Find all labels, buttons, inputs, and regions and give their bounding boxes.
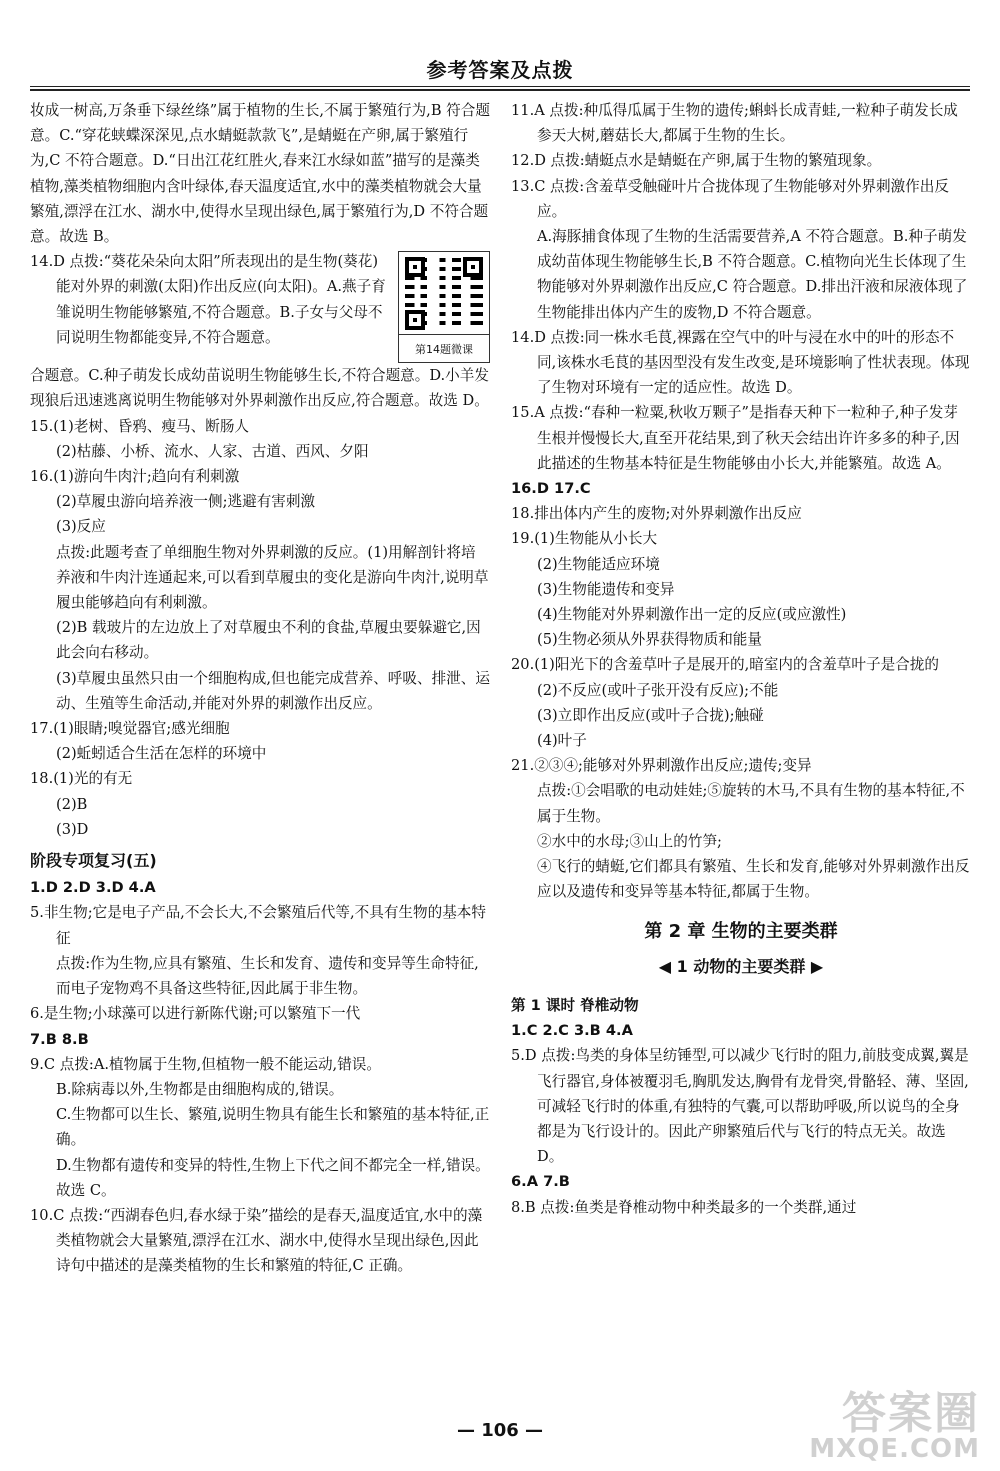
paragraph: 8.B 点拨:鱼类是脊椎动物中种类最多的一个类群,通过 [511,1198,857,1216]
header-rule-thick [30,89,970,91]
paragraph: 5.D 点拨:鸟类的身体呈纺锤型,可以减少飞行时的阻力,前肢变成翼,翼是飞行器官,身体被覆羽毛,胸肌发达,胸骨有龙骨突,骨骼轻、薄、坚固,可减轻飞行时的体重,有独特的气囊,可以帮助呼吸,所以说鸟的全身都是为飞行设计的。因此产卵繁殖后代与飞行的特点无关。故选 D。 [511,1047,969,1166]
paragraph: 14.D 点拨:同一株水毛茛,裸露在空气中的叶与浸在水中的叶的形态不同,该株水毛茛的基因型没有发生改变,是环境影响了性状表现。体现了生物对环境有一定的适应性。故选 D。 [511,328,970,397]
paragraph: (3)立即作出反应(或叶子合拢);触碰 [537,706,764,724]
paragraph: (2)蚯蚓适合生活在怎样的环境中 [56,745,267,763]
paragraph: 点拨:此题考查了单细胞生物对外界刺激的反应。(1)用解剖针将培养液和牛肉汁连通起来,可以看到草履虫的变化是游向牛肉汁,说明草履虫能够趋向有利刺激。 [56,543,489,612]
paragraph: 18.排出体内产生的废物;对外界刺激作出反应 [511,505,802,523]
paragraph: (4)叶子 [537,732,587,750]
paragraph: (5)生物必须从外界获得物质和能量 [537,631,762,649]
paragraph: 合题意。C.种子萌发长成幼苗说明生物能够生长,不符合题意。D.小羊发现狼后迅速逃离说明生物能够对外界刺激作出反应,符合题意。故选 D。 [30,367,489,410]
chapter-heading: 第 2 章 生物的主要类群 [644,920,838,942]
paragraph: 故选 C。 [56,1181,116,1199]
right-column [511,98,971,1220]
paragraph: ④飞行的蜻蜓,它们都具有繁殖、生长和发育,能够对外界刺激作出反应以及遗传和变异等基本特征,都属于生物。 [537,858,970,901]
paragraph: 点拨:作为生物,应具有繁殖、生长和发育、遗传和变异等生命特征,而电子宠物鸡不具备这些特征,因此属于非生物。 [56,954,479,998]
paragraph: 9.C 点拨:A.植物属于生物,但植物一般不能运动,错误。 [30,1055,381,1073]
paragraph: 1.C 2.C 3.B 4.A [511,1022,633,1040]
qr-code-icon [405,257,483,330]
paragraph: 5.非生物;它是电子产品,不会长大,不会繁殖后代等,不具有生物的基本特征 [30,904,486,947]
paragraph: (3)草履虫虽然只由一个细胞构成,但也能完成营养、呼吸、排泄、运动、生殖等生命活动,并能对外界的刺激作出反应。 [56,669,490,712]
paragraph: 13.C 点拨:含羞草受触碰叶片合拢体现了生物能够对外界刺激作出反应。 [511,177,949,220]
page-number: — 106 — [456,1420,544,1441]
paragraph: (4)生物能对外界刺激作出一定的反应(或应激性) [537,606,847,624]
qr-code[interactable] [398,251,490,363]
left-column [30,98,490,1279]
header-rule [30,86,970,87]
watermark-text: 答案圈 [842,1388,980,1439]
paragraph: 17.(1)眼睛;嗅觉器官;感光细胞 [30,720,230,738]
paragraph: D.生物都有遗传和变异的特性,生物上下代之间不都完全一样,错误。 [56,1156,490,1174]
paragraph: ②水中的水母;③山上的竹笋; [537,832,722,850]
paragraph: 点拨:①会唱歌的电动娃娃;⑤旋转的木马,不具有生物的基本特征,不属于生物。 [537,782,965,825]
q14-block [30,249,490,363]
paragraph: 1.D 2.D 3.D 4.A [30,879,156,897]
paragraph: 15.A 点拨:“春种一粒粟,秋收万颗子”是指春天种下一粒种子,种子发芽生根并慢慢长大,直至开花结果,到了秋天会结出许许多多的种子,因此描述的生物基本特征是生物能够由小长大,并能繁殖。故选 A。 [511,404,960,472]
paragraph: (2)枯藤、小桥、流水、人家、古道、西风、夕阳 [56,442,369,460]
paragraph: 20.(1)阳光下的含羞草叶子是展开的,暗室内的含羞草叶子是合拢的 [511,656,939,674]
paragraph: (3)反应 [56,518,106,536]
paragraph: 6.A 7.B [511,1173,570,1191]
watermark [809,1388,980,1464]
header-title: 参考答案及点拨 [426,58,574,82]
paragraph: 6.是生物;小球藻可以进行新陈代谢;可以繁殖下一代 [30,1005,361,1023]
paragraph: (2)B 载玻片的左边放上了对草履虫不利的食盐,草履虫要躲避它,因此会向右移动。 [56,619,481,662]
paragraph: (2)生物能适应环境 [537,555,660,573]
paragraph: A.海豚捕食体现了生物的生活需要营养,A 不符合题意。B.种子萌发成幼苗体现生物能够生长,B 不符合题意。C.植物向光生长体现了生物能够对外界刺激作出反应,C 符合题意。D.排出汗液和尿液体现了生物能排出体内产生的废物,D 不符合题意。 [537,228,968,321]
paragraph: (2)草履虫游向培养液一侧;逃避有害刺激 [56,493,316,511]
paragraph: 11.A 点拨:种瓜得瓜属于生物的遗传;蝌蚪长成青蛙,一粒种子萌发长成参天大树,蘑菇长大,都属于生物的生长。 [511,102,958,145]
paragraph: 14.D 点拨:“葵花朵朵向太阳”所表现出的是生物(葵花)能对外界的刺激(太阳)作出反应(向太阳)。A.燕子育雏说明生物能够繁殖,不符合题意。B.子女与父母不同说明生物都能变异,不符合题意。 [30,253,386,346]
paragraph: 16.D 17.C [511,480,591,498]
lesson-heading: 第 1 课时 脊椎动物 [511,996,639,1014]
paragraph: 妆成一树高,万条垂下绿丝绦”属于植物的生长,不属于繁殖行为,B 符合题意。C.“穿花蛱蝶深深见,点水蜻蜓款款飞”,是蜻蜓在产卵,属于繁殖行为,C 不符合题意。D.“日出江花红胜火,春来江水绿如蓝”描写的是藻类植物,藻类植物细胞内含叶绿体,春天温度适宜,水中的藻类植物就会大量繁殖,漂浮在江水、湖水中,使得水呈现出绿色,属于繁殖行为,D 不符合题意。故选 B。 [30,102,490,246]
paragraph: (2)不反应(或叶子张开没有反应);不能 [537,681,779,699]
section-heading: 阶段专项复习(五) [30,851,157,871]
paragraph: 18.(1)光的有无 [30,770,133,788]
paragraph: 12.D 点拨:蜻蜓点水是蜻蜓在产卵,属于生物的繁殖现象。 [511,152,882,170]
subchapter-heading: ◀ 1 动物的主要类群 ▶ [658,956,824,976]
paragraph: (2)B [56,795,88,813]
paragraph: (3)D [56,820,89,838]
paragraph: (3)生物能遗传和变异 [537,580,675,598]
paragraph: 10.C 点拨:“西湖春色归,春水绿于染”描绘的是春天,温度适宜,水中的藻类植物就会大量繁殖,漂浮在江水、湖水中,使得水呈现出绿色,因此诗句中描述的是藻类植物的生长和繁殖的特征,C 正确。 [30,1206,483,1275]
paragraph: 15.(1)老树、昏鸦、瘦马、断肠人 [30,417,250,435]
paragraph: B.除病毒以外,生物都是由细胞构成的,错误。 [56,1080,344,1098]
watermark-url: MXQE.COM [809,1434,980,1464]
paragraph: C.生物都可以生长、繁殖,说明生物具有能生长和繁殖的基本特征,正确。 [56,1106,490,1149]
paragraph: 21.②③④;能够对外界刺激作出反应;遗传;变异 [511,757,812,775]
qr-caption: 第14题微课 [399,334,489,362]
paragraph: 16.(1)游向牛肉汁;趋向有利刺激 [30,468,240,486]
paragraph: 19.(1)生物能从小长大 [511,530,658,548]
paragraph: 7.B 8.B [30,1030,89,1048]
